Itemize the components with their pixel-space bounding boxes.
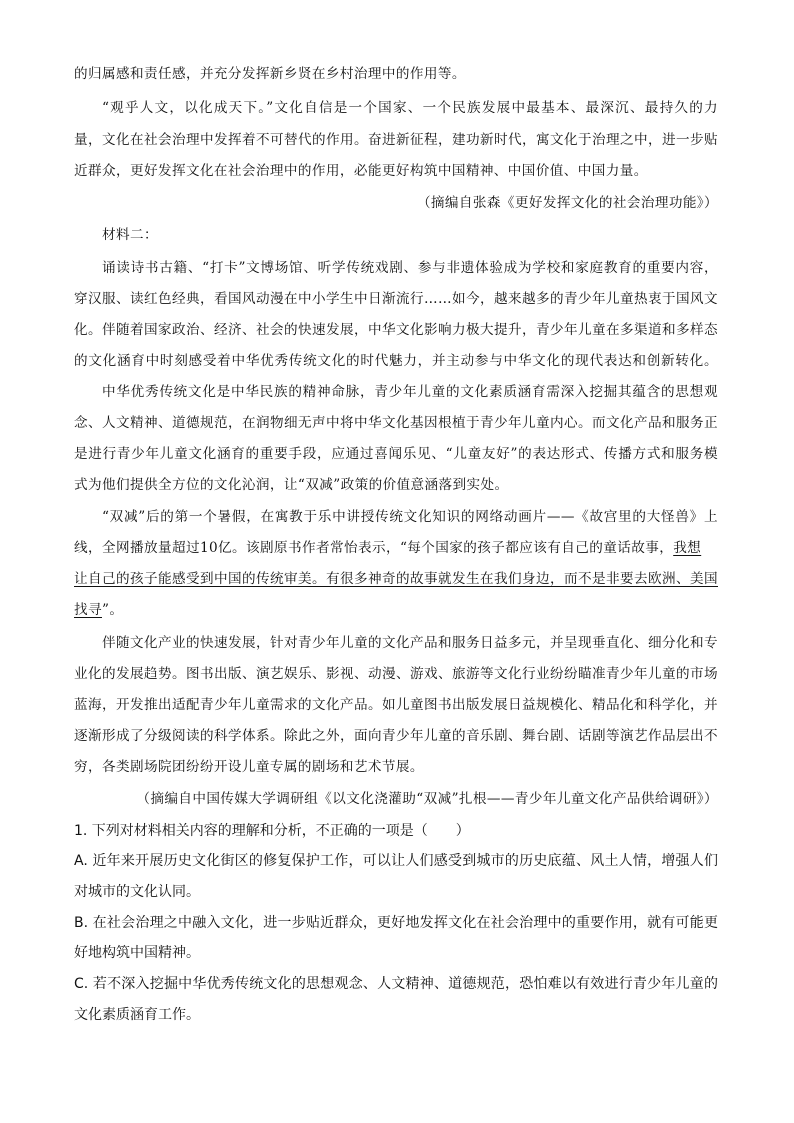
paragraph-line: 穷，各类剧场院团纷纷开设儿童专属的剧场和艺术节展。 [74,759,424,775]
paragraph-line: 伴随文化产业的快速发展，针对青少年儿童的文化产品和服务日益多元，并呈现垂直化、细分化和专 [102,635,718,651]
option-b-line: 好地构筑中国精神。 [74,945,200,961]
source-citation: （摘编自张森《更好发挥文化的社会治理功能》） [416,195,718,211]
paragraph-line: 蓝海，开发推出适配青少年儿童需求的文化产品。如儿童图书出版发展日益规模化、精品化和科学化，并 [74,697,718,713]
underlined-line: 让自己的孩子能感受到中国的传统审美。有很多神奇的故事就发生在我们身边，而不是非要去欧洲、美国 [74,571,718,587]
option-a-line: 对城市的文化认同。 [74,884,200,900]
paragraph-line: 中华优秀传统文化是中华民族的精神命脉，青少年儿童的文化素质涵育需深入挖掘其蕴含的思想观 [102,384,718,400]
option-c-line: C. 若不深入挖掘中华优秀传统文化的思想观念、人文精神、道德规范，恐怕难以有效进行青少年儿童的 [74,976,718,992]
option-a-line: A. 近年来开展历史文化街区的修复保护工作，可以让人们感受到城市的历史底蕴、风土人情，增强人们 [74,853,718,869]
paragraph-line: “观乎人文，以化成天下。”文化自信是一个国家、一个民族发展中最基本、最深沉、最持久的力 [102,100,718,116]
paragraph-line: 量，文化在社会治理中发挥着不可替代的作用。奋进新征程，建功新时代，寓文化于治理之中，进一步贴 [74,132,718,148]
paragraph-line: 的归属感和责任感，并充分发挥新乡贤在乡村治理中的作用等。 [74,66,466,82]
paragraph-line [74,538,718,558]
paragraph-line: 是进行青少年儿童文化涵育的重要手段，应通过喜闻乐见、“儿童友好”的表达形式、传播方式和服务模 [74,446,718,462]
underlined-text: 找寻 [74,602,102,618]
section-heading: 材料二： [102,227,158,243]
paragraph-line: 穿汉服、读红色经典，看国风动漫在中小学生中日渐流行……如今，越来越多的青少年儿童热衷于国风文 [74,291,718,307]
paragraph-line: 近群众，更好发挥文化在社会治理中的作用，必能更好构筑中国精神、中国价值、中国力量。 [74,163,648,179]
paragraph-line: 化。伴随着国家政治、经济、社会的快速发展，中华文化影响力极大提升，青少年儿童在多渠道和多样态 [74,322,718,338]
underlined-text: 我想 [673,540,702,556]
paragraph-line: 逐渐形成了分级阅读的科学体系。除此之外，面向青少年儿童的音乐剧、舞台剧、话剧等演艺作品层出不 [74,728,718,744]
paragraph-line: 念、人文精神、道德规范，在润物细无声中将中华文化基因根植于青少年儿童内心。而文化产品和服务正 [74,415,718,431]
text-span: 线，全网播放量超过10亿。该剧原书作者常怡表示，“每个国家的孩子都应该有自己的童话故事， [74,540,674,556]
option-c-line: 文化素质涵育工作。 [74,1007,200,1023]
text-span: ”。 [102,602,124,618]
paragraph-line: 式为他们提供全方位的文化沁润，让“双减”政策的价值意涵落到实处。 [74,477,509,493]
paragraph-line: 业化的发展趋势。图书出版、演艺娱乐、影视、动漫、游戏、旅游等文化行业纷纷瞄准青少年儿童的市场 [74,666,718,682]
question-stem: 1. 下列对材料相关内容的理解和分析，不正确的一项是（ ） [74,823,470,839]
paragraph-line: “双减”后的第一个暑假，在寓教于乐中讲授传统文化知识的网络动画片——《故宫里的大怪兽》上 [102,509,718,525]
source-citation: （摘编自中国传媒大学调研组《以文化浇灌助“双减”扎根——青少年儿童文化产品供给调研》） [136,791,718,807]
paragraph-line: 的文化涵育中时刻感受着中华优秀传统文化的时代魅力，并主动参与中华文化的现代表达和创新转化。 [74,353,718,369]
paragraph-line: 诵读诗书古籍、“打卡”文博场馆、听学传统戏剧、参与非遗体验成为学校和家庭教育的重要内容， [102,260,718,276]
option-b-line: B. 在社会治理之中融入文化，进一步贴近群众，更好地发挥文化在社会治理中的重要作用，就有可能更 [74,915,718,931]
paragraph-line [74,600,718,620]
